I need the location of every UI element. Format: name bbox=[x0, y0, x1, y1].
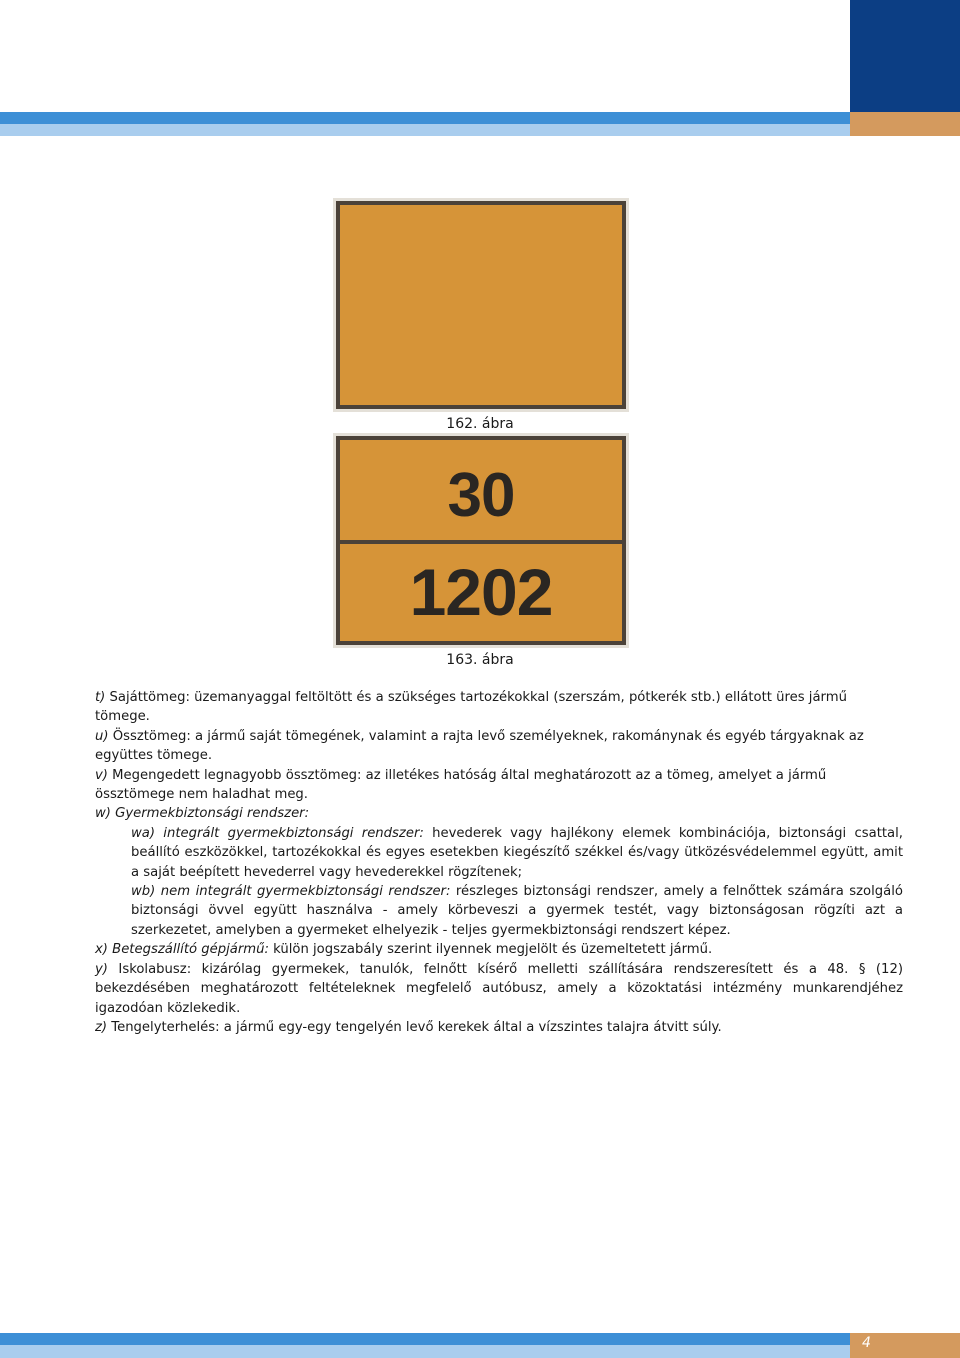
definition-y: y) Iskolabusz: kizárólag gyermekek, tanulók, felnőtt kísérő melletti szállítására rendszeresített és a 48. § (12) bekezdésében meghatározott feltételeknek megfelelő autóbusz, amely a közoktatási intézmény munkarendjéhez igazodóan közlekedik. bbox=[95, 961, 903, 1016]
footer-blue-stripe bbox=[0, 1333, 850, 1345]
header-light-stripe bbox=[0, 124, 850, 136]
figure-163-orange-plate bbox=[336, 436, 626, 645]
definition-wa: wa) integrált gyermekbiztonsági rendszer: hevederek vagy hajlékony elemek kombinációja, biztonsági csattal, beállító eszközökkel, tartozékokkal és egyes esetekben kiegészítő székkel és/vagy ütközésvédelemmel együtt, amit a saját beépített hevederrel vagy hevederekkel rögzítenek; bbox=[131, 825, 903, 880]
page-number: 4 bbox=[862, 1335, 871, 1351]
figure-163-caption: 163. ábra bbox=[446, 652, 514, 668]
plate-divider bbox=[340, 540, 622, 544]
figure-162-caption: 162. ábra bbox=[446, 416, 514, 432]
definition-x: x) Betegszállító gépjármű: külön jogszabály szerint ilyennek megjelölt és üzemeltetett jármű. bbox=[95, 942, 713, 958]
definitions-text bbox=[95, 688, 903, 1037]
definition-t: t) Sajáttömeg: üzemanyaggal feltöltött és a szükséges tartozékokkal (szerszám, pótkerék stb.) ellátott üres jármű tömege. bbox=[95, 690, 847, 725]
figure-162-orange-plate bbox=[336, 201, 626, 409]
definition-v: v) Megengedett legnagyobb össztömeg: az illetékes hatóság által meghatározott az a tömeg, amelyet a jármű össztömege nem haladhat meg. bbox=[95, 767, 827, 803]
definition-u: u) Össztömeg: a jármű saját tömegének, valamint a rajta levő személyeknek, rakománynak és egyéb tárgyaknak az együttes tömege. bbox=[95, 728, 864, 764]
hazard-identification-number: 30 bbox=[447, 461, 515, 530]
definition-wb: wb) nem integrált gyermekbiztonsági rendszer: részleges biztonsági rendszer, amely a felnőttek számára szolgáló biztonsági övvel együtt használva - amely körbeveszi a gyermek testét, vagy biztonságosan rögzíti azt a szerkezetet, amelyben a gyermeket elhelyezik - teljes gyermekbiztonsági rendszert képez. bbox=[131, 884, 903, 938]
header-tan-block bbox=[850, 112, 960, 136]
definition-w: w) Gyermekbiztonsági rendszer: bbox=[95, 806, 310, 822]
definition-z: z) Tengelyterhelés: a jármű egy-egy tengelyén levő kerekek által a vízszintes talajra átvitt súly. bbox=[95, 1019, 722, 1035]
un-number: 1202 bbox=[409, 555, 553, 629]
footer-light-stripe bbox=[0, 1345, 850, 1358]
header-blue-stripe bbox=[0, 112, 850, 124]
header-navy-block bbox=[850, 0, 960, 112]
